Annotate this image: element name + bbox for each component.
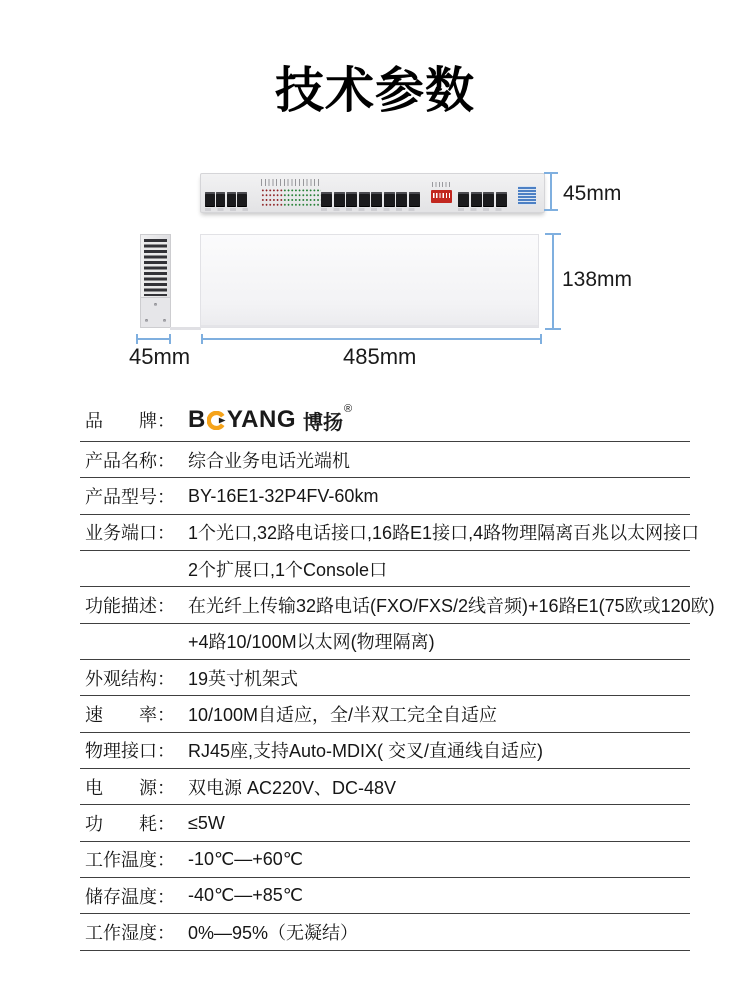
rj45-port bbox=[237, 192, 247, 207]
dim-side-width-cap-right bbox=[169, 334, 171, 344]
logo-chinese-name: 博扬 bbox=[302, 411, 343, 434]
port-labels-strip bbox=[458, 208, 508, 211]
dip-levers bbox=[433, 193, 450, 198]
rj45-port bbox=[458, 192, 469, 207]
dim-body-width-cap-left bbox=[201, 334, 203, 344]
dim-body-width-cap-right bbox=[540, 334, 542, 344]
logo-o-icon bbox=[207, 411, 226, 430]
row-label: 储存温度： bbox=[85, 886, 175, 907]
row-value: 10/100M自适应，全/半双工完全自适应 bbox=[188, 705, 498, 726]
row-value: 19英寸机架式 bbox=[188, 668, 299, 689]
table-row bbox=[80, 587, 715, 623]
dim-height-label: 45mm bbox=[563, 182, 622, 205]
table-row bbox=[80, 878, 690, 914]
dim-depth-label: 138mm bbox=[562, 268, 633, 291]
rj45-port bbox=[483, 192, 494, 207]
dim-depth-cap-top bbox=[545, 233, 561, 235]
dip-switch bbox=[431, 190, 452, 203]
table-row bbox=[80, 515, 700, 551]
table-row bbox=[80, 551, 690, 587]
logo-letters-yang: YANG bbox=[226, 406, 296, 433]
rj45-port bbox=[346, 192, 357, 207]
table-row-brand bbox=[80, 399, 690, 442]
row-label: 工作温度： bbox=[85, 850, 175, 871]
rj45-port-group-middle bbox=[321, 192, 421, 207]
row-label: 品 牌： bbox=[85, 411, 175, 431]
screw-hole bbox=[163, 319, 166, 322]
table-row bbox=[80, 842, 690, 878]
row-value: 双电源 AC220V、DC-48V bbox=[188, 777, 397, 798]
dip-label-ticks bbox=[432, 182, 452, 187]
row-value: ≤5W bbox=[188, 812, 225, 833]
row-label: 电 源： bbox=[85, 777, 175, 798]
table-row bbox=[80, 442, 690, 478]
table-row bbox=[80, 624, 690, 660]
row-value: 综合业务电话光端机 bbox=[188, 450, 350, 471]
rj45-port bbox=[205, 192, 215, 207]
table-row bbox=[80, 914, 690, 950]
led-matrix-red bbox=[261, 188, 283, 207]
dim-side-width-cap-left bbox=[136, 334, 138, 344]
table-row bbox=[80, 696, 690, 732]
row-label: 产品型号： bbox=[85, 487, 175, 508]
dim-side-width-line bbox=[137, 338, 171, 340]
dim-height-cap-bottom bbox=[544, 209, 558, 211]
row-value: 1个光口,32路电话接口,16路E1接口,4路物理隔离百兆以太网接口 bbox=[188, 523, 700, 544]
port-labels-strip bbox=[321, 208, 419, 211]
row-label: 产品名称： bbox=[85, 450, 175, 471]
row-label: 功能描述： bbox=[85, 596, 175, 617]
rj45-port bbox=[496, 192, 507, 207]
device-foot bbox=[170, 327, 201, 330]
row-value: -10℃—+60℃ bbox=[188, 848, 303, 869]
device-top-view bbox=[200, 234, 539, 328]
row-label: 物理接口： bbox=[85, 741, 175, 762]
brand-logo bbox=[188, 402, 690, 435]
dim-body-width-label: 485mm bbox=[343, 344, 417, 369]
row-label: 功 耗： bbox=[85, 814, 175, 835]
rj45-port bbox=[216, 192, 226, 207]
screw-hole bbox=[154, 303, 157, 306]
rj45-port-group-right bbox=[458, 192, 508, 207]
rj45-port bbox=[409, 192, 420, 207]
rj45-port bbox=[321, 192, 332, 207]
page-title: 技术参数 bbox=[274, 64, 475, 118]
vent-slots bbox=[144, 239, 167, 296]
row-value: RJ45座,支持Auto-MDIX( 交叉/直通线自适应) bbox=[188, 741, 544, 762]
row-value: -40℃—+85℃ bbox=[188, 885, 303, 906]
rj45-port bbox=[471, 192, 482, 207]
port-labels-strip bbox=[205, 208, 248, 211]
spec-table bbox=[80, 399, 715, 951]
table-row bbox=[80, 805, 690, 841]
registered-mark: ® bbox=[343, 402, 353, 415]
dim-depth-line bbox=[552, 234, 554, 329]
rj45-port bbox=[396, 192, 407, 207]
row-label: 速 率： bbox=[85, 705, 175, 726]
row-label: 外观结构： bbox=[85, 668, 175, 689]
rj45-port bbox=[371, 192, 382, 207]
row-label: 工作湿度： bbox=[85, 923, 175, 944]
led-matrix-green bbox=[283, 188, 321, 207]
device-side-view bbox=[140, 234, 171, 328]
rj45-port bbox=[334, 192, 345, 207]
rj45-port bbox=[359, 192, 370, 207]
row-value: 0%—95%（无凝结） bbox=[188, 923, 359, 944]
rj45-port bbox=[384, 192, 395, 207]
dim-depth-cap-bottom bbox=[545, 328, 561, 330]
table-row bbox=[80, 660, 690, 696]
led-label-ticks bbox=[261, 179, 321, 186]
logo-letter-b: B bbox=[188, 406, 206, 433]
rj45-port bbox=[227, 192, 237, 207]
dim-height-cap-top bbox=[544, 172, 558, 174]
screw-hole bbox=[145, 319, 148, 322]
row-value: 2个扩展口,1个Console口 bbox=[188, 559, 388, 580]
table-row bbox=[80, 769, 690, 805]
device-front-view bbox=[200, 173, 545, 213]
table-row bbox=[80, 733, 690, 769]
dim-side-width-label: 45mm bbox=[129, 344, 191, 369]
dim-height-line bbox=[550, 173, 552, 211]
row-value: BY-16E1-32P4FV-60km bbox=[188, 485, 379, 506]
row-value: 在光纤上传输32路电话(FXO/FXS/2线音频)+16路E1(75欧或120欧) bbox=[188, 596, 715, 617]
table-row bbox=[80, 478, 690, 514]
device-label-sticker bbox=[518, 186, 536, 205]
dim-body-width-line bbox=[202, 338, 542, 340]
row-value: +4路10/100M以太网(物理隔离) bbox=[188, 632, 435, 653]
mounting-bracket bbox=[141, 297, 170, 327]
rj45-port-group-left bbox=[205, 192, 248, 207]
row-label: 业务端口： bbox=[85, 523, 175, 544]
